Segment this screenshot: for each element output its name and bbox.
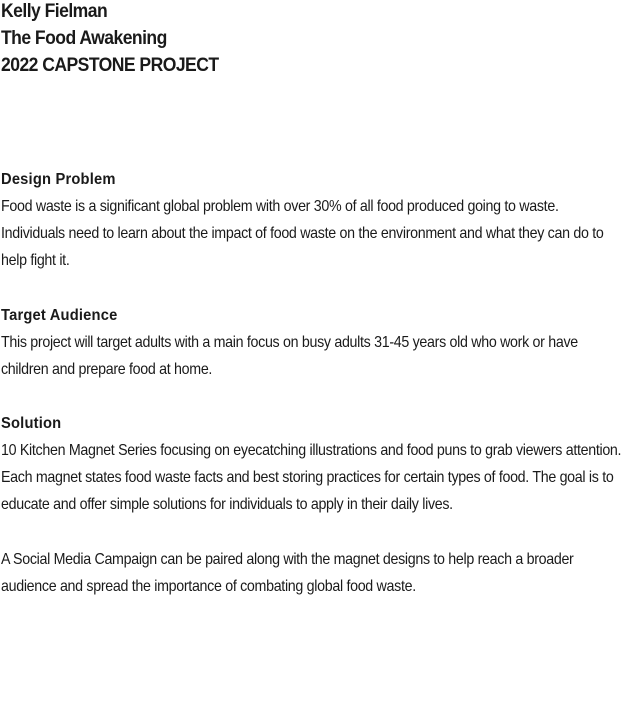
- project-label: 2022 CAPSTONE PROJECT: [1, 54, 219, 76]
- section-heading-design-problem: Design Problem: [1, 171, 116, 188]
- document-page: [1, 0, 641, 600]
- section-design-problem: [1, 166, 641, 275]
- section-heading-target-audience: Target Audience: [1, 306, 118, 324]
- project-title: The Food Awakening: [1, 27, 167, 49]
- section-body-design-problem: Food waste is a significant global problem with over 30% of all food produced going to waste. Individuals need to learn about the impact of food waste on the environment and what they can do to help fight it.: [1, 198, 604, 270]
- section-body-solution-paragraph-2: A Social Media Campaign can be paired along with the magnet designs to help reach a broader audience and spread the importance of combating global food waste.: [1, 550, 574, 595]
- section-body-target-audience: This project will target adults with a main focus on busy adults 31-45 years old who work or have children and prepare food at home.: [1, 333, 578, 378]
- section-body-solution-paragraph-1: 10 Kitchen Magnet Series focusing on eyecatching illustrations and food puns to grab viewers attention. Each magnet states food waste facts and best storing practices for certain types of food. The goal is to educate and offer simple solutions for individuals to apply in their daily lives.: [1, 442, 622, 514]
- section-heading-solution: Solution: [1, 415, 62, 433]
- document-header: [1, 0, 641, 79]
- author-name: Kelly Fielman: [1, 0, 108, 22]
- section-target-audience: [1, 302, 641, 383]
- section-solution: [1, 410, 641, 600]
